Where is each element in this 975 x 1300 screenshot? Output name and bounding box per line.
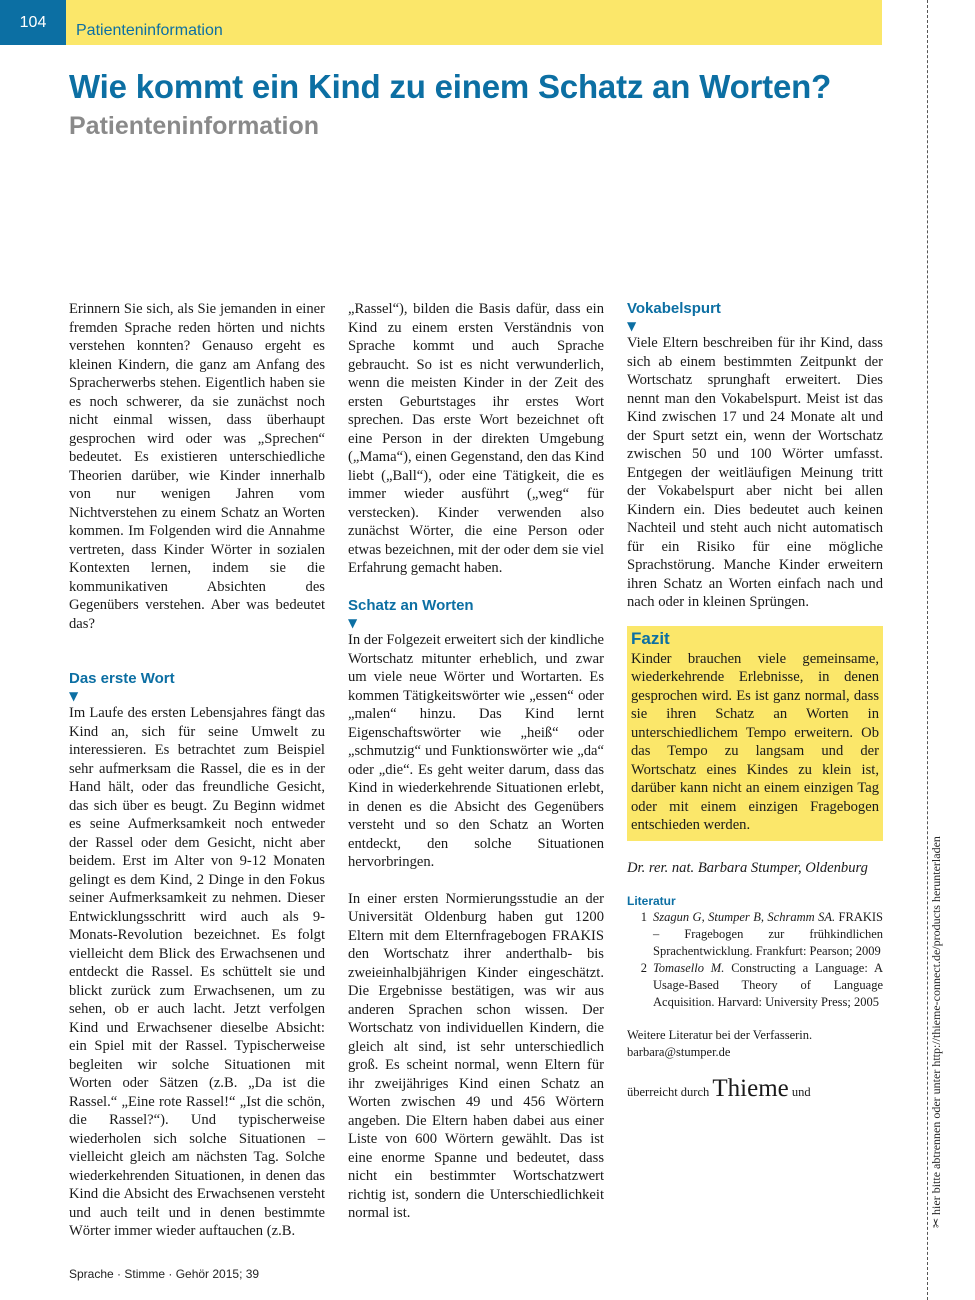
fazit-heading: Fazit [631, 628, 670, 648]
column-3 [627, 300, 883, 1103]
section-paragraph-schatz-1: In der Folgezeit erweitert sich der kindliche Wortschatz mitunter erheblich, und zwar um viele neue Wörter und Wortarten. Es kommen Tätigkeitswörter wie „essen“ oder „malen“ hinzu. Das Kind lernt Eigenschaftswörter wie „heiß“ oder „schmutzig“ und Funktionswörter wie „da“ oder „die“. Es geht weiter darum, dass das Kind in wiederkehrende Situationen erlebt, in denen es die Absicht des Gegenübers versteht und so den Schatz an Worten entdeckt, den solche Situationen hervorbringen. [348, 632, 604, 870]
triangle-down-icon: ▼ [627, 319, 637, 333]
fazit-text: Kinder brauchen viele gemeinsame, wiederkehrende Erlebnisse, in denen gesprochen wird. Es ist ganz normal, dass sie ihren Schatz an Worten in unterschiedlichem Tempo erweitern. Ob das Tempo zu langsam und der Wortschatz eines Kindes zu klein ist, darüber kann nicht an einem einzigen Tag oder mit einem einzigen Fragebogen entschieden werden. [631, 650, 879, 833]
author-email[interactable]: barbara@stumper.de [627, 1045, 731, 1059]
continued-text: „Rassel“), bilden die Basis dafür, dass ein Kind zu einem ersten Verständnis von Sprache kommt und auch Sprache gebraucht. So ist es nicht verwunderlich, wenn die meisten Kinder in der Zeit des ersten Geburtstages ihr erstes Wort sprechen. Das erste Wort bezeichnet oft eine Person in der direkten Umgebung („Mama“), einen Gegenstand, den das Kind liebt („Ball“), oder eine Tätigkeit, die es immer wieder ausführt („weg“ für verstecken). Kinder verwenden also zunächst Wörter, die eine Person oder etwas bezeichnen, mit der oder dem sie viel Erfahrung gemacht haben. [348, 301, 604, 576]
handed-by-prefix: überreicht durch [627, 1085, 713, 1099]
cut-line [927, 0, 928, 1300]
section-heading-schatz-an-worten: Schatz an Worten [348, 597, 474, 614]
section-heading-das-erste-wort: Das erste Wort [69, 670, 175, 687]
scissors-icon: ✂ [929, 1217, 943, 1228]
page-number: 104 [0, 0, 66, 45]
cut-note-text: hier bitte abtrennen oder unter http://thieme-connect.de/products herunterladen [929, 836, 943, 1215]
page-subtitle: Patienteninformation [69, 112, 320, 140]
handed-by-line [627, 1075, 883, 1103]
column-2 [348, 300, 604, 1223]
reference-list [627, 909, 883, 1011]
section-paragraph-schatz-2: In einer ersten Normierungsstudie an der Universität Oldenburg haben gut 1200 Eltern mit dem Elternfragebogen FRAKIS den Wortschatz ihrer anderthalb- bis zweieinhalbjährigen Kinder eingeschätzt. Die Ergebnisse bestätigen, was wir aus anderen Sprachen schon wissen. Der Wortschatz von individuellen Kindern, die gleich alt sind, ist sehr unterschiedlich groß. Es scheint normal, wenn Eltern für ihr zweijähriges Kind einen Schatz an Worten zwischen 49 und 456 Wörtern angeben. Die Eltern haben dabei aus einer Liste von 600 Wörtern gewählt. Das ist eine enorme Spanne und bedeutet, dass nicht ein bestimmter Wortschatzwert richtig ist, sondern die Unterschiedlichkeit normal ist. [348, 890, 604, 1221]
intro-paragraph: Erinnern Sie sich, als Sie jemanden in einer fremden Sprache reden hörten und nichts verstehen konnten? Genauso ergeht es kleinen Kindern, die ganz am Anfang des Spracherwerbs stehen. Eigentlich haben sie es noch schwerer, da sie zunächst noch nicht einmal wissen, dass überhaupt gesprochen wird oder was „Sprechen“ bedeutet. Es existieren unterschiedliche Theorien darüber, wie Kinder innerhalb von nur wenigen Jahren vom Nichtverstehen zu einem Schatz an Worten kommen. Im Folgenden wird die Annahme vertreten, dass Kinder Wörter in sozialen Kontexten lernen, indem sie die kommunikativen Absichten des Gegenübers verstehen. Aber was bedeutet das? [69, 301, 325, 632]
fazit-box [627, 626, 883, 841]
reference-authors: Tomasello M. [653, 961, 725, 975]
reference-item [627, 909, 883, 960]
further-literature-note: Weitere Literatur bei der Verfasserin. [627, 1028, 813, 1042]
column-1 [69, 300, 325, 1241]
cut-note [929, 836, 943, 1228]
handed-by-suffix: und [788, 1085, 811, 1099]
triangle-down-icon: ▼ [348, 616, 358, 630]
section-heading-vokabelspurt: Vokabelspurt [627, 300, 721, 317]
reference-item [627, 960, 883, 1011]
section-paragraph-das-erste-wort: Im Laufe des ersten Lebensjahres fängt das Kind an, sich für seine Umwelt zu interessieren. Es betrachtet zum Beispiel sehr aufmerksam die Rassel, die es in der Hand hält, oder das freundliche Gesicht, das sich über es beugt. Zu Beginn widmet es seine Aufmerksamkeit noch entweder der Rassel oder dem Gesicht, nicht aber beidem. Erst im Alter von 9-12 Monaten gelingt es dem Kind, 2 Dinge in den Fokus seiner Aufmerksamkeit zu nehmen. Dieser Entwicklungsschritt wird auch als 9-Monats-Revolution bezeichnet. Es folgt vielleicht dem Blick des Erwachsenen und entdeckt die Rassel. Es schüttelt sie und blickt zurück zum Erwachsenen, um zu sehen, ob er auch lacht. Jetzt verfolgen Kind und Erwachsener dieselbe Absicht: ein Spiel mit der Rassel. Typischerweise begleiten wir solche Situationen mit Worten oder Sätzen (z.B. „Da ist die Rassel.“ „Eine rote Rassel!“ „Ist die schön, die Rassel?“). Und typischerweise wiederholen sich solche Situationen – vielleicht gleich am nächsten Tag. Solche wiederkehrenden Situationen, in denen das Kind die Absicht des Erwachsenen versteht und auch teilt und in denen bestimmte Wörter immer wieder auftauchen (z.B. [69, 705, 325, 1239]
reference-text: Tomasello M. Constructing a Language: A Usage-Based Theory of Language Acquisition. Harvard: University Press; 2005 [653, 961, 883, 1009]
journal-footer: Sprache · Stimme · Gehör 2015; 39 [69, 1267, 260, 1281]
page-title: Wie kommt ein Kind zu einem Schatz an Worten? [69, 68, 832, 105]
reference-authors: Szagun G, Stumper B, Schramm SA. [653, 910, 836, 924]
header-section-label: Patienteninformation [76, 22, 223, 39]
reference-number: 1 [640, 910, 647, 924]
triangle-down-icon: ▼ [69, 689, 79, 703]
author-line: Dr. rer. nat. Barbara Stumper, Oldenburg [627, 859, 868, 876]
section-paragraph-continued [348, 300, 604, 576]
section-paragraph-vokabelspurt: Viele Eltern beschreiben für ihr Kind, dass sich ab einem bestimmten Zeitpunkt der Wortschatz sprunghaft erweitert. Dies nennt man den Vokabelspurt. Meist ist das Kind zwischen 17 und 24 Monate alt und der Spurt setzt ein, wenn der Wortschatz zwischen 50 und 100 Wörter umfasst. Entgegen der weitläufigen Meinung tritt der Vokabelspurt aber nicht bei allen Kindern ein. Dies bedeutet auch keinen Nachteil und steht auch nicht automatisch für ein Risiko für eine mögliche Sprachstörung. Manche Kinder erweitern ihren Schatz an Worten einfach nach und nach oder in kleinen Sprüngen. [627, 335, 883, 610]
reference-number: 2 [640, 961, 647, 975]
thieme-logo: Thieme [712, 1075, 789, 1102]
literature-heading: Literatur [627, 894, 676, 908]
reference-text: Szagun G, Stumper B, Schramm SA. FRAKIS – Fragebogen zur frühkindlichen Sprachentwicklung. Frankfurt: Pearson; 2009 [653, 910, 883, 958]
header-bar [66, 0, 882, 45]
